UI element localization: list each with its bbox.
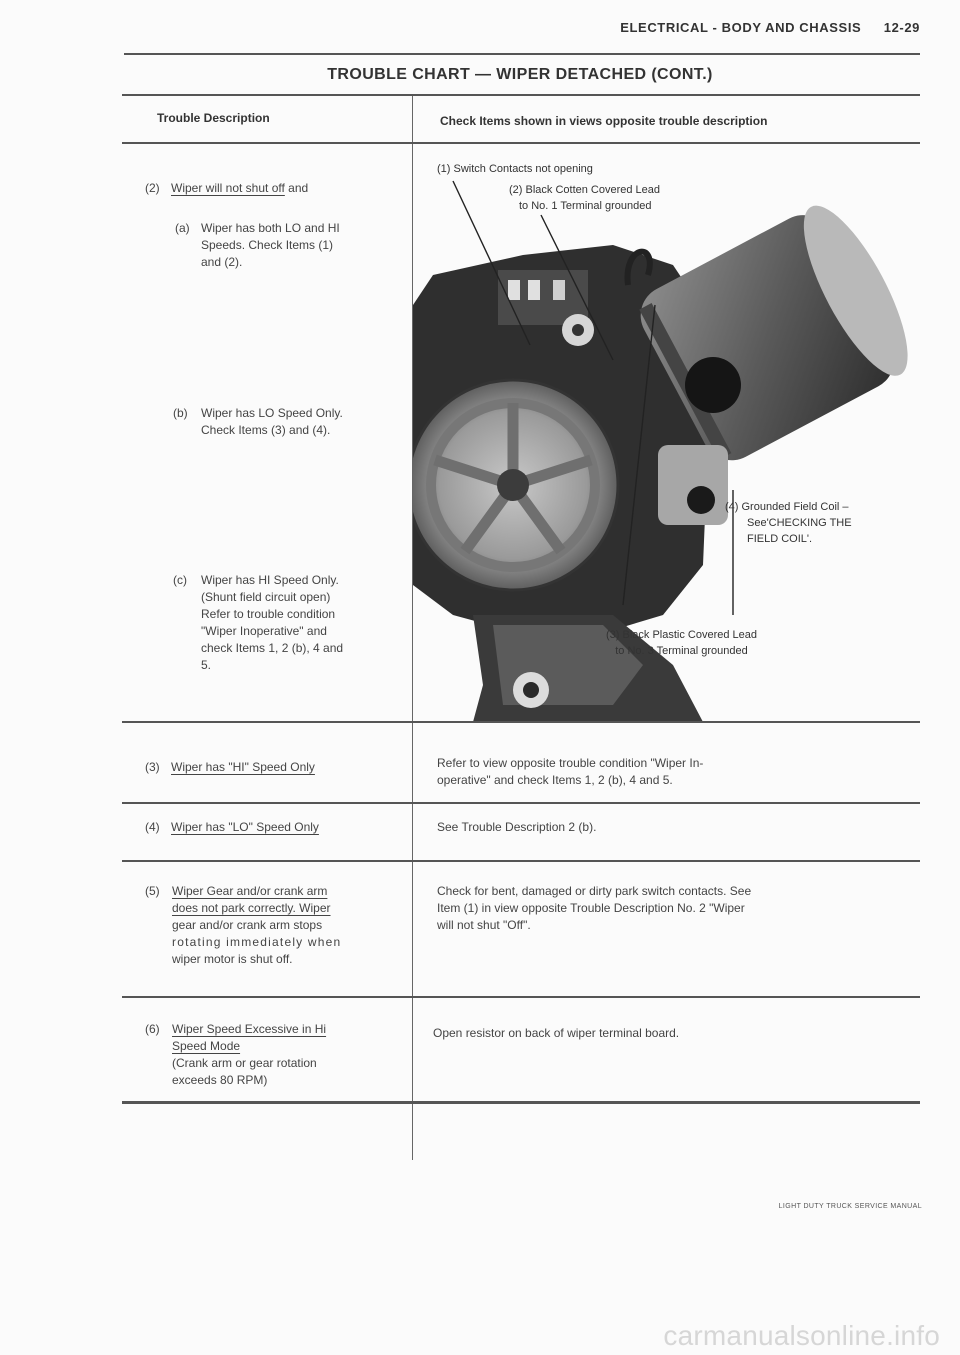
trouble-2c-line: 5. — [201, 658, 212, 672]
trouble-5-line: wiper motor is shut off. — [172, 952, 293, 966]
trouble-2c-line: Refer to trouble condition — [201, 607, 336, 621]
trouble-6-number: (6) — [145, 1022, 160, 1036]
trouble-2-title: Wiper will not shut off — [171, 181, 285, 195]
trouble-2c-line: check Items 1, 2 (b), 4 and — [201, 641, 344, 655]
trouble-5-line: does not park correctly. Wiper — [172, 901, 331, 915]
check-3-line: operative" and check Items 1, 2 (b), 4 and 5. — [437, 773, 673, 787]
trouble-2c-label: (c) — [173, 573, 187, 587]
check-5-line: Item (1) in view opposite Trouble Description No. 2 "Wiper — [437, 901, 745, 915]
trouble-5-line: rotating immediately when — [172, 935, 342, 949]
trouble-2c-line: "Wiper Inoperative" and — [201, 624, 327, 638]
trouble-2a-line: and (2). — [201, 255, 243, 269]
trouble-6-line: exceeds 80 RPM) — [172, 1073, 268, 1087]
column-header-trouble: Trouble Description — [157, 111, 270, 125]
photo-label-4-line: FIELD COIL'. — [747, 533, 813, 545]
trouble-5 — [145, 883, 385, 968]
chart-title: TROUBLE CHART — WIPER DETACHED (CONT.) — [327, 66, 713, 83]
trouble-5-number: (5) — [145, 884, 160, 898]
check-6-line: Open resistor on back of wiper terminal board. — [433, 1026, 680, 1040]
header-section: ELECTRICAL - BODY AND CHASSIS — [620, 20, 862, 35]
trouble-4 — [145, 819, 385, 836]
check-4 — [437, 819, 907, 836]
row-3-rule — [122, 802, 920, 804]
watermark: carmanualsonline.info — [663, 1320, 940, 1351]
header-rule — [124, 53, 920, 55]
footer-manual-title: LIGHT DUTY TRUCK SERVICE MANUAL — [778, 1203, 922, 1210]
trouble-6-line: (Crank arm or gear rotation — [172, 1056, 317, 1070]
title-rule — [122, 94, 920, 96]
page-header — [520, 20, 920, 35]
photo-label-4-line: See'CHECKING THE — [747, 517, 852, 529]
trouble-3-number: (3) — [145, 760, 160, 774]
trouble-6-line: Wiper Speed Excessive in Hi — [172, 1022, 327, 1036]
check-5-line: Check for bent, damaged or dirty park switch contacts. See — [437, 884, 752, 898]
trouble-3-desc: Wiper has "HI" Speed Only — [171, 760, 315, 774]
trouble-2 — [145, 180, 385, 197]
row-6-rule — [122, 1101, 920, 1104]
trouble-2b-line: Wiper has LO Speed Only. — [201, 406, 343, 420]
photo-label-4 — [725, 499, 852, 547]
photo-label-3 — [606, 627, 757, 659]
trouble-2a-label: (a) — [175, 221, 190, 235]
photo-label-2 — [509, 182, 660, 214]
row-2-rule — [122, 721, 920, 723]
photo-label-1: (1) Switch Contacts not opening — [437, 163, 593, 175]
column-header-check-items: Check Items shown in views opposite trouble description — [440, 114, 768, 128]
photo-label-2-line: (2) Black Cotten Covered Lead — [509, 184, 661, 196]
trouble-2a-line: Speeds. Check Items (1) — [201, 238, 334, 252]
header-page-number: 12-29 — [883, 20, 920, 35]
check-5 — [437, 883, 907, 934]
trouble-6-line: Speed Mode — [172, 1039, 241, 1053]
photo-label-4-line: (4) Grounded Field Coil – — [725, 501, 849, 513]
photo-label-3-line: (3) Black Plastic Covered Lead — [606, 629, 758, 641]
check-3 — [437, 755, 907, 789]
photo-label-2-line: to No. 1 Terminal grounded — [519, 200, 652, 212]
photo-label-3-line: to No. 3 Terminal grounded — [615, 645, 748, 657]
check-6 — [433, 1025, 903, 1042]
row-4-rule — [122, 860, 920, 862]
trouble-2b-line: Check Items (3) and (4). — [201, 423, 331, 437]
trouble-2b-label: (b) — [173, 406, 188, 420]
trouble-2c-line: (Shunt field circuit open) — [201, 590, 331, 604]
trouble-3 — [145, 759, 385, 776]
row-5-rule — [122, 996, 920, 998]
trouble-4-desc: Wiper has "LO" Speed Only — [171, 820, 319, 834]
check-4-line: See Trouble Description 2 (b). — [437, 820, 597, 834]
check-5-line: will not shut "Off". — [437, 918, 531, 932]
trouble-2a-line: Wiper has both LO and HI — [201, 221, 340, 235]
wiper-motor-photo — [413, 145, 920, 722]
trouble-2c-line: Wiper has HI Speed Only. — [201, 573, 339, 587]
trouble-2-number: (2) — [145, 181, 160, 195]
trouble-5-line: Wiper Gear and/or crank arm — [172, 884, 328, 898]
trouble-2a — [175, 220, 385, 271]
trouble-2-title-tail: and — [284, 181, 309, 195]
trouble-5-line: gear and/or crank arm stops — [172, 918, 323, 932]
trouble-2b — [173, 405, 385, 439]
trouble-2c — [173, 572, 385, 674]
trouble-4-number: (4) — [145, 820, 160, 834]
check-3-line: Refer to view opposite trouble condition "Wiper In- — [437, 756, 704, 770]
trouble-6 — [145, 1021, 385, 1089]
column-header-rule — [122, 142, 920, 144]
